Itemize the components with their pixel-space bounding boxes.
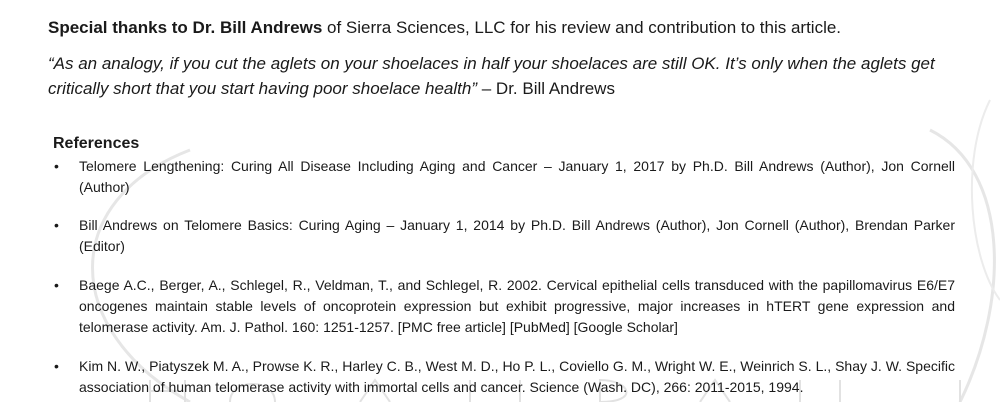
quote-attribution: – Dr. Bill Andrews: [477, 79, 615, 98]
references-heading: References: [53, 135, 140, 152]
bullet: •: [54, 158, 59, 174]
acknowledgement-rest: of Sierra Sciences, LLC for his review and contribution to this article.: [322, 18, 842, 37]
acknowledgement: [48, 17, 968, 39]
quote-text: “As an analogy, if you cut the aglets on your shoelaces in half your shoelaces are still OK. It’s only when the aglets get critically short that you start having poor shoelace health”: [48, 54, 935, 98]
reference-text: Baege A.C., Berger, A., Schlegel, R., Veldman, T., and Schlegel, R. 2002. Cervical epithelial cells transduced with the papillomavirus E6/E7 oncogenes maintain stable levels of oncoprotein expression but exhibit progressive, major increases in hTERT gene expression and telomerase activity. Am. J. Pathol. 160: 1251-1257. [PMC free article] [PubMed] [Google Scholar]: [79, 277, 955, 335]
bullet: •: [54, 217, 59, 233]
acknowledgement-lead: Special thanks to Dr. Bill Andrews: [48, 18, 323, 37]
bullet: •: [54, 358, 59, 374]
reference-text: Bill Andrews on Telomere Basics: Curing Aging – January 1, 2014 by Ph.D. Bill Andrews (Author), Jon Cornell (Author), Brendan Parker (Editor): [79, 217, 955, 254]
reference-text: Kim N. W., Piatyszek M. A., Prowse K. R., Harley C. B., West M. D., Ho P. L., Coviello G. M., Wright W. E., Weinrich S. L., Shay J. W. Specific association of human telomerase activity with immortal cells and cancer. Science (Wash. DC), 266: 2011-2015, 1994.: [79, 358, 955, 395]
quote: [48, 51, 958, 101]
bullet: •: [54, 277, 59, 293]
reference-text: Telomere Lengthening: Curing All Disease Including Aging and Cancer – January 1, 2017 by Ph.D. Bill Andrews (Author), Jon Cornell (Author): [79, 158, 955, 195]
